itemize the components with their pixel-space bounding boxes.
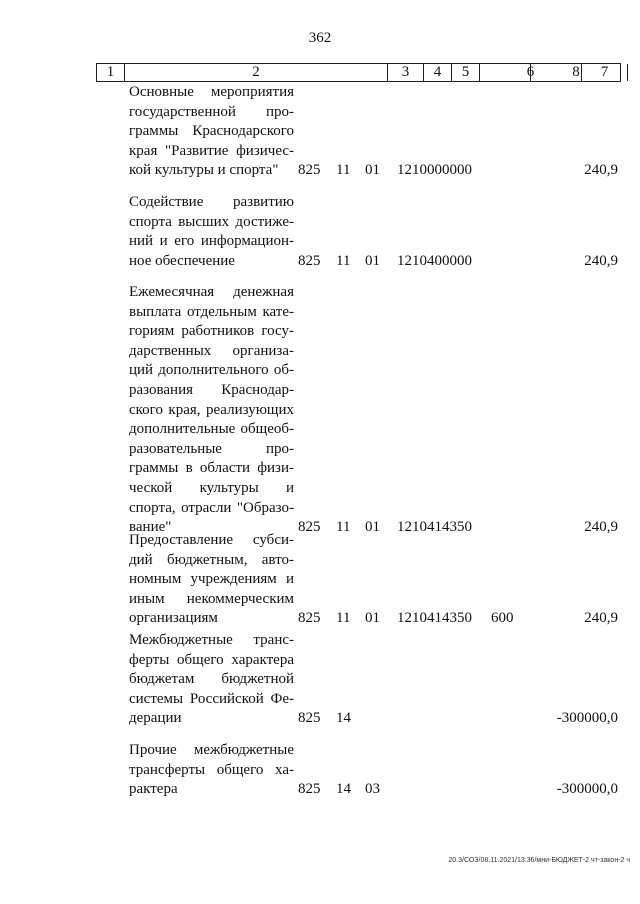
row-description	[129, 83, 294, 181]
description-line: ний и его информацион-	[129, 233, 294, 250]
description-line: кой культуры и спорта"	[129, 162, 279, 179]
description-line: Содействие развитию	[129, 194, 294, 210]
cell-col8: -300000,0	[556, 781, 618, 798]
cell-col4: 11	[336, 252, 351, 269]
description-line: Прочие межбюджетные	[129, 742, 294, 758]
description-line: Основные мероприятия	[129, 84, 294, 100]
description-line: спорта, отрасли "Образо-	[129, 499, 294, 516]
description-line: граммы Краснодарского	[129, 123, 294, 140]
header-col-5: 5	[451, 64, 479, 81]
cell-col6: 1210000000	[397, 162, 472, 179]
row-description	[129, 531, 294, 629]
description-line: вание"	[129, 519, 172, 536]
cell-col4: 14	[336, 710, 351, 727]
cell-col8: -300000,0	[556, 710, 618, 727]
header-col-1: 1	[106, 64, 115, 80]
header-col-4: 4	[423, 64, 451, 81]
description-line: системы Российской Фе-	[129, 690, 294, 707]
description-line: рактера	[129, 781, 178, 798]
description-line: ферты общего характера	[129, 651, 294, 668]
cell-col8: 240,9	[584, 519, 618, 536]
cell-col3: 825	[298, 519, 321, 536]
description-line: трансферты общего ха-	[129, 761, 294, 778]
cell-col3: 825	[298, 610, 321, 627]
description-line: Ежемесячная денежная	[129, 284, 294, 300]
cell-col5: 01	[365, 519, 380, 536]
row-description	[129, 193, 294, 271]
header-col-8: 8	[530, 64, 621, 81]
cell-col6: 1210414350	[397, 610, 472, 627]
cell-col6: 1210414350	[397, 519, 472, 536]
description-line: иным некоммерческим	[129, 590, 294, 607]
cell-col7: 600	[491, 610, 514, 627]
cell-col3: 825	[298, 781, 321, 798]
description-line: Предоставление субси-	[129, 532, 294, 548]
cell-col8: 240,9	[584, 610, 618, 627]
header-col-8-wrap	[530, 63, 621, 82]
header-col-3: 3	[387, 64, 423, 81]
page-number: 362	[308, 30, 332, 46]
cell-col4: 14	[336, 781, 351, 798]
description-line: граммы в области физи-	[129, 460, 294, 477]
header-col-6: 6	[479, 64, 581, 81]
description-line: ческой культуры и	[129, 479, 294, 496]
cell-col5: 01	[365, 252, 380, 269]
description-line: дополнительные общеоб-	[129, 421, 294, 438]
cell-col3: 825	[298, 252, 321, 269]
header-col-8-dummy	[627, 64, 628, 81]
description-line: дерации	[129, 710, 182, 727]
cell-col4: 11	[336, 162, 351, 179]
description-line: спорта высших достиже-	[129, 213, 294, 230]
cell-col5: 01	[365, 162, 380, 179]
description-line: разовательные про-	[129, 440, 294, 457]
cell-col4: 11	[336, 610, 351, 627]
description-line: гориям работников госу-	[129, 323, 294, 340]
description-line: ского края, реализующих	[129, 401, 294, 418]
cell-col8: 240,9	[584, 162, 618, 179]
description-line: организациям	[129, 610, 218, 627]
description-line: выплата отдельным кате-	[129, 303, 294, 320]
description-line: номным учреждениям и	[129, 571, 294, 588]
description-line: Межбюджетные транс-	[129, 632, 294, 648]
description-line: разования Краснодар-	[129, 381, 294, 398]
description-line: края "Развитие физичес-	[129, 142, 294, 159]
description-line: бюджетам бюджетной	[129, 671, 294, 688]
description-line: дий бюджетным, авто-	[129, 551, 294, 568]
row-description	[129, 631, 294, 729]
cell-col3: 825	[298, 710, 321, 727]
cell-col4: 11	[336, 519, 351, 536]
cell-col8: 240,9	[584, 252, 618, 269]
description-line: государственной про-	[129, 103, 294, 120]
cell-col6: 1210400000	[397, 252, 472, 269]
description-line: ное обеспечение	[129, 252, 235, 269]
footer-stamp: 20.3/СОЗ/08.11.2021/13:36/мни-БЮДЖЕТ-2 чт-закон-2 ч	[448, 857, 630, 864]
header-col-7: 7	[581, 64, 627, 81]
cell-col5: 03	[365, 781, 380, 798]
cell-col5: 01	[365, 610, 380, 627]
cell-col3: 825	[298, 162, 321, 179]
description-line: ций дополнительного об-	[129, 362, 294, 379]
header-col-2: 2	[124, 64, 387, 81]
row-description	[129, 741, 294, 800]
row-description	[129, 283, 294, 538]
description-line: дарственных организа-	[129, 342, 294, 359]
